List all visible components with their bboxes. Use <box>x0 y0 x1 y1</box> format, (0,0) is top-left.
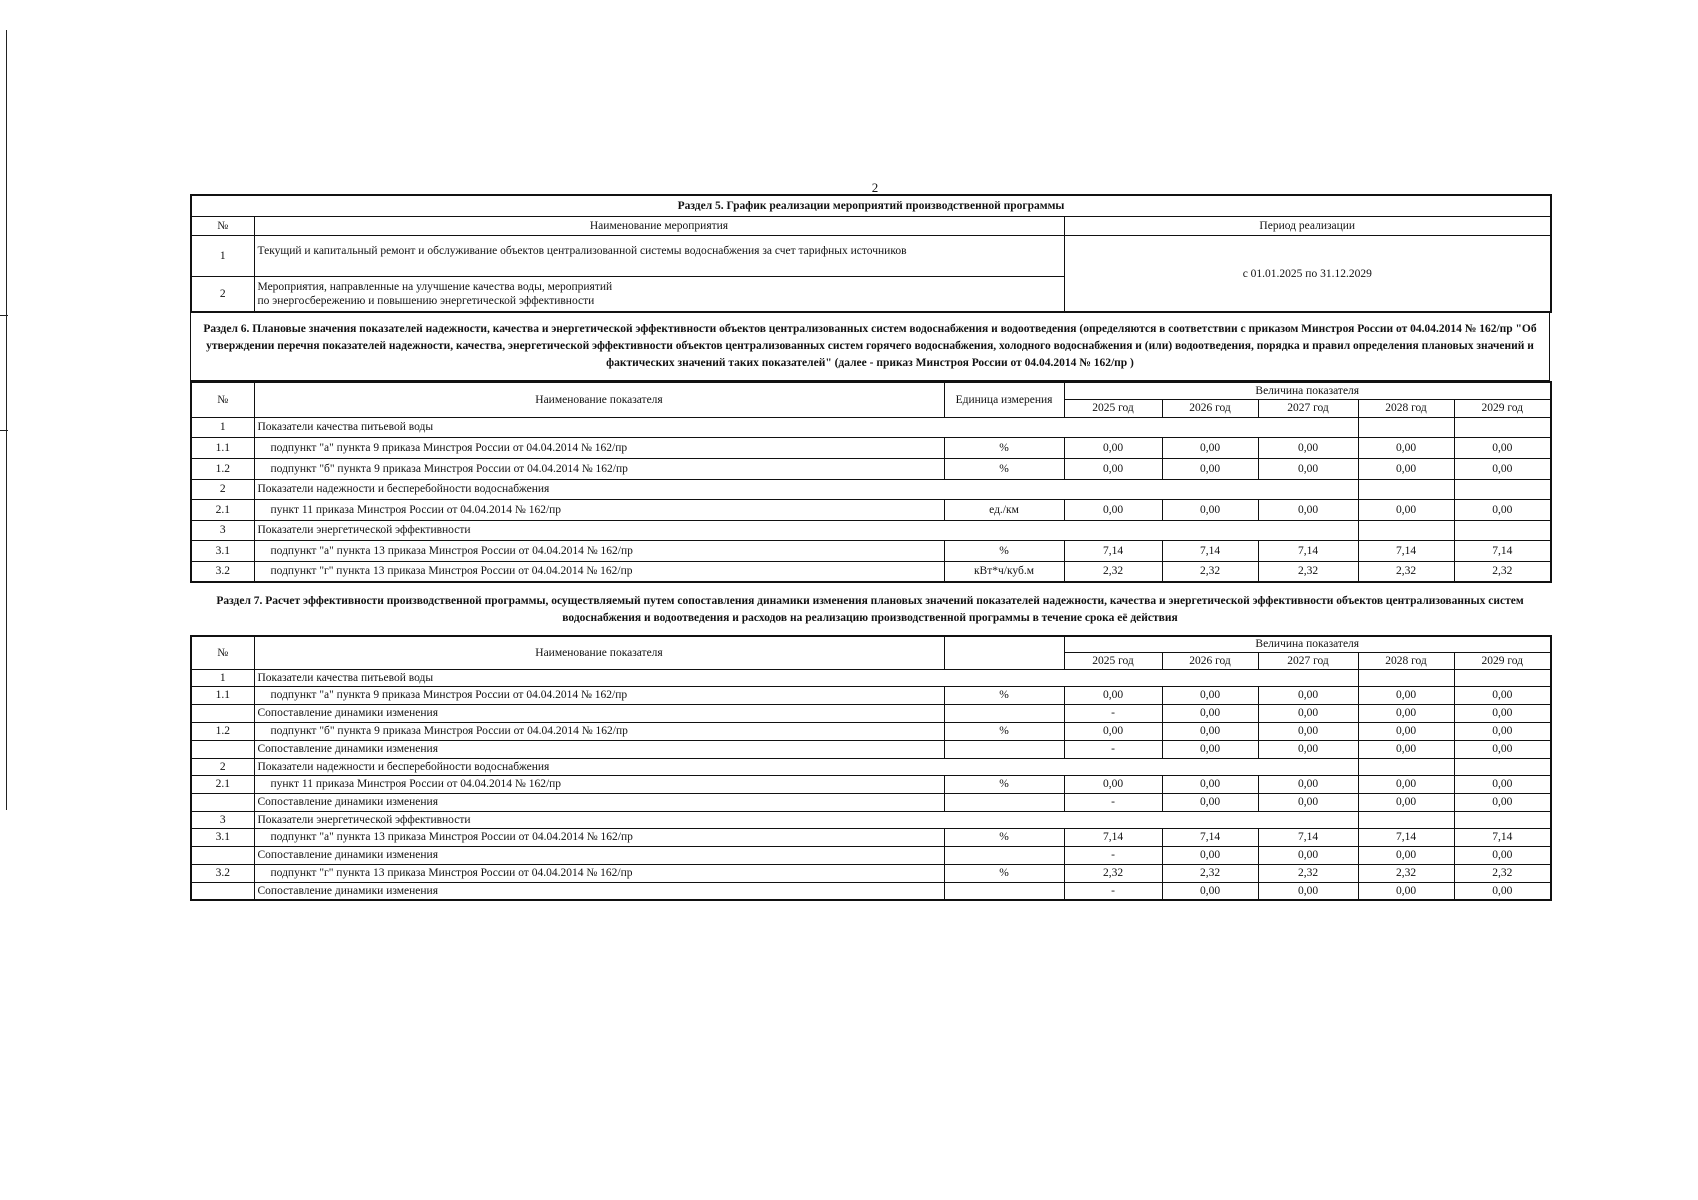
table-row <box>191 437 1551 458</box>
value-cell: 0,00 <box>1358 740 1454 758</box>
section6-header-num: № <box>191 382 254 417</box>
group-name: Показатели качества питьевой воды <box>254 417 1358 437</box>
section6-header-year: 2027 год <box>1258 399 1358 417</box>
indicator-name: Сопоставление динамики изменения <box>254 793 944 811</box>
value-cell: 2,32 <box>1258 864 1358 882</box>
value-cell: - <box>1064 793 1162 811</box>
value-cell: 0,00 <box>1358 846 1454 864</box>
row-num: 2 <box>191 758 254 775</box>
value-cell: 0,00 <box>1358 882 1454 900</box>
empty-cell <box>1454 811 1551 828</box>
section5-header-name: Наименование мероприятия <box>254 217 1064 236</box>
group-name: Показатели надежности и бесперебойности водоснабжения <box>254 758 1358 775</box>
value-cell: 0,00 <box>1258 686 1358 704</box>
unit-cell: % <box>944 686 1064 704</box>
indicator-name: Сопоставление динамики изменения <box>254 846 944 864</box>
section6-table <box>190 381 1552 583</box>
value-cell: 0,00 <box>1454 882 1551 900</box>
table-row <box>191 864 1551 882</box>
unit-cell: % <box>944 828 1064 846</box>
value-cell: - <box>1064 882 1162 900</box>
value-cell: 0,00 <box>1162 793 1258 811</box>
row-num: 1 <box>191 417 254 437</box>
value-cell: 2,32 <box>1358 561 1454 582</box>
value-cell: 0,00 <box>1162 686 1258 704</box>
section7-header-name: Наименование показателя <box>254 636 944 669</box>
section7-header-year: 2027 год <box>1258 652 1358 669</box>
empty-cell <box>1358 669 1454 686</box>
value-cell: 0,00 <box>1162 722 1258 740</box>
scan-edge-line <box>6 30 7 810</box>
value-cell: 7,14 <box>1358 540 1454 561</box>
indicator-name: Сопоставление динамики изменения <box>254 704 944 722</box>
value-cell: 0,00 <box>1358 775 1454 793</box>
value-cell: 0,00 <box>1064 499 1162 520</box>
value-cell: 2,32 <box>1162 864 1258 882</box>
table-row <box>191 561 1551 582</box>
row-num: 3 <box>191 811 254 828</box>
indicator-name: пункт 11 приказа Минстроя России от 04.04.2014 № 162/пр <box>254 499 944 520</box>
row-num: 3 <box>191 520 254 540</box>
group-name: Показатели энергетической эффективности <box>254 520 1358 540</box>
value-cell: 0,00 <box>1454 775 1551 793</box>
table-row <box>191 793 1551 811</box>
section5-table <box>190 194 1552 313</box>
section7-header-year: 2029 год <box>1454 652 1551 669</box>
value-cell: 0,00 <box>1258 437 1358 458</box>
row-num <box>191 846 254 864</box>
unit-cell <box>944 704 1064 722</box>
value-cell: 0,00 <box>1258 846 1358 864</box>
value-cell: 2,32 <box>1358 864 1454 882</box>
unit-cell: % <box>944 775 1064 793</box>
value-cell: 2,32 <box>1064 864 1162 882</box>
value-cell: 2,32 <box>1162 561 1258 582</box>
group-name: Показатели надежности и бесперебойности водоснабжения <box>254 479 1358 499</box>
indicator-name: подпункт "а" пункта 9 приказа Минстроя России от 04.04.2014 № 162/пр <box>254 686 944 704</box>
value-cell: 0,00 <box>1162 458 1258 479</box>
unit-cell: % <box>944 437 1064 458</box>
value-cell: 0,00 <box>1454 793 1551 811</box>
indicator-name: подпункт "г" пункта 13 приказа Минстроя России от 04.04.2014 № 162/пр <box>254 864 944 882</box>
page-number: 2 <box>871 180 879 195</box>
value-cell: 0,00 <box>1358 437 1454 458</box>
value-cell: 0,00 <box>1358 499 1454 520</box>
table-group-row <box>191 417 1551 437</box>
row-num: 1.2 <box>191 458 254 479</box>
empty-cell <box>1454 520 1551 540</box>
row-num: 2.1 <box>191 775 254 793</box>
row-num: 2.1 <box>191 499 254 520</box>
row-num: 1.2 <box>191 722 254 740</box>
section7-header-year: 2028 год <box>1358 652 1454 669</box>
value-cell: 0,00 <box>1162 846 1258 864</box>
row-num: 3.2 <box>191 561 254 582</box>
unit-cell: ед./км <box>944 499 1064 520</box>
row-num <box>191 793 254 811</box>
value-cell: 7,14 <box>1162 828 1258 846</box>
empty-cell <box>1358 417 1454 437</box>
value-cell: 2,32 <box>1454 864 1551 882</box>
row-num <box>191 740 254 758</box>
value-cell: 0,00 <box>1162 499 1258 520</box>
value-cell: 0,00 <box>1258 793 1358 811</box>
table-row <box>191 828 1551 846</box>
row-num: 3.1 <box>191 540 254 561</box>
value-cell: 0,00 <box>1358 793 1454 811</box>
value-cell: 7,14 <box>1454 828 1551 846</box>
section7-title: Раздел 7. Расчет эффективности производственной программы, осуществляемый путем сопоставления динамики изменения плановых значений показателей надежности, качества и энергетической эффективности объектов централизованных систем водоснабжения и водоотведения и расходов на реализацию производственной программы в течение срока её действия <box>216 595 1524 624</box>
indicator-name: пункт 11 приказа Минстроя России от 04.04.2014 № 162/пр <box>254 775 944 793</box>
section5-period: с 01.01.2025 по 31.12.2029 <box>1064 236 1551 313</box>
group-name: Показатели качества питьевой воды <box>254 669 1358 686</box>
value-cell: 0,00 <box>1358 686 1454 704</box>
section6-header-name: Наименование показателя <box>254 382 944 417</box>
row-num: 2 <box>191 479 254 499</box>
value-cell: 0,00 <box>1162 775 1258 793</box>
indicator-name: подпункт "г" пункта 13 приказа Минстроя России от 04.04.2014 № 162/пр <box>254 561 944 582</box>
row-num <box>191 882 254 900</box>
section7-header-unit-blank <box>944 636 1064 669</box>
unit-cell <box>944 740 1064 758</box>
table-row <box>191 722 1551 740</box>
table-row <box>191 704 1551 722</box>
value-cell: 0,00 <box>1258 775 1358 793</box>
value-cell: 0,00 <box>1258 704 1358 722</box>
unit-cell: % <box>944 540 1064 561</box>
section5-row2-num: 2 <box>191 277 254 313</box>
value-cell: 7,14 <box>1454 540 1551 561</box>
table-group-row <box>191 758 1551 775</box>
row-num: 3.1 <box>191 828 254 846</box>
value-cell: 0,00 <box>1358 722 1454 740</box>
value-cell: 2,32 <box>1258 561 1358 582</box>
row-num: 1.1 <box>191 437 254 458</box>
table-group-row <box>191 479 1551 499</box>
value-cell: 2,32 <box>1454 561 1551 582</box>
table-row <box>191 882 1551 900</box>
section6-title: Раздел 6. Плановые значения показателей надежности, качества и энергетической эффективности объектов централизованных систем водоснабжения и водоотведения (определяются в соответствии с приказом Минстроя России от 04.04.2014 № 162/пр "Об утверждении перечня показателей надежности, качества, энергетической эффективности объектов централизованных систем горячего водоснабжения, холодного водоснабжения и (или) водоотведения, порядка и правил определения плановых значений и фактических значений таких показателей" (далее - приказ Минстроя России от 04.04.2014 № 162/пр ) <box>190 313 1550 381</box>
empty-cell <box>1358 758 1454 775</box>
empty-cell <box>1358 520 1454 540</box>
value-cell: 0,00 <box>1064 458 1162 479</box>
value-cell: 0,00 <box>1258 882 1358 900</box>
value-cell: 7,14 <box>1064 540 1162 561</box>
empty-cell <box>1454 669 1551 686</box>
row-num: 3.2 <box>191 864 254 882</box>
value-cell: 0,00 <box>1258 722 1358 740</box>
value-cell: 7,14 <box>1258 828 1358 846</box>
section7-table <box>190 635 1552 901</box>
value-cell: 0,00 <box>1064 437 1162 458</box>
value-cell: - <box>1064 704 1162 722</box>
value-cell: 2,32 <box>1064 561 1162 582</box>
value-cell: 0,00 <box>1454 686 1551 704</box>
value-cell: 0,00 <box>1162 882 1258 900</box>
empty-cell <box>1454 417 1551 437</box>
table-group-row <box>191 669 1551 686</box>
unit-cell: % <box>944 722 1064 740</box>
value-cell: 0,00 <box>1258 740 1358 758</box>
unit-cell <box>944 793 1064 811</box>
value-cell: - <box>1064 740 1162 758</box>
section6-header-unit: Единица измерения <box>944 382 1064 417</box>
value-cell: - <box>1064 846 1162 864</box>
value-cell: 0,00 <box>1454 846 1551 864</box>
section6-header-year: 2028 год <box>1358 399 1454 417</box>
value-cell: 0,00 <box>1258 458 1358 479</box>
value-cell: 0,00 <box>1162 740 1258 758</box>
table-row <box>191 775 1551 793</box>
value-cell: 0,00 <box>1358 458 1454 479</box>
section7-header-num: № <box>191 636 254 669</box>
unit-cell: кВт*ч/куб.м <box>944 561 1064 582</box>
section7-header-year: 2025 год <box>1064 652 1162 669</box>
section5-row1-name: Текущий и капитальный ремонт и обслуживание объектов централизованной системы водоснабжения за счет тарифных источников <box>254 236 1064 277</box>
empty-cell <box>1358 479 1454 499</box>
section6-header-value: Величина показателя <box>1064 382 1551 399</box>
value-cell: 7,14 <box>1162 540 1258 561</box>
document-body <box>190 194 1550 901</box>
value-cell: 0,00 <box>1454 740 1551 758</box>
scan-edge-tick-bottom <box>0 430 8 431</box>
value-cell: 0,00 <box>1454 499 1551 520</box>
unit-cell <box>944 846 1064 864</box>
section5-header-period: Период реализации <box>1064 217 1551 236</box>
table-row <box>191 499 1551 520</box>
value-cell: 0,00 <box>1162 704 1258 722</box>
value-cell: 0,00 <box>1358 704 1454 722</box>
value-cell: 0,00 <box>1162 437 1258 458</box>
section5-header-num: № <box>191 217 254 236</box>
indicator-name: Сопоставление динамики изменения <box>254 882 944 900</box>
empty-cell <box>1358 811 1454 828</box>
unit-cell: % <box>944 864 1064 882</box>
section5-row2-name <box>254 277 1064 313</box>
value-cell: 7,14 <box>1258 540 1358 561</box>
table-row <box>191 740 1551 758</box>
indicator-name: подпункт "а" пункта 13 приказа Минстроя России от 04.04.2014 № 162/пр <box>254 540 944 561</box>
section7-header-value: Величина показателя <box>1064 636 1551 652</box>
unit-cell <box>944 882 1064 900</box>
unit-cell: % <box>944 458 1064 479</box>
row-num: 1 <box>191 669 254 686</box>
value-cell: 0,00 <box>1454 704 1551 722</box>
value-cell: 0,00 <box>1064 775 1162 793</box>
table-row <box>191 846 1551 864</box>
value-cell: 0,00 <box>1454 458 1551 479</box>
row-num: 1.1 <box>191 686 254 704</box>
value-cell: 0,00 <box>1258 499 1358 520</box>
section6-header-year: 2025 год <box>1064 399 1162 417</box>
table-row <box>191 458 1551 479</box>
table-group-row <box>191 520 1551 540</box>
group-name: Показатели энергетической эффективности <box>254 811 1358 828</box>
indicator-name: Сопоставление динамики изменения <box>254 740 944 758</box>
indicator-name: подпункт "б" пункта 9 приказа Минстроя России от 04.04.2014 № 162/пр <box>254 722 944 740</box>
section5-title: Раздел 5. График реализации мероприятий производственной программы <box>191 195 1551 217</box>
section5-row1-num: 1 <box>191 236 254 277</box>
indicator-name: подпункт "а" пункта 9 приказа Минстроя России от 04.04.2014 № 162/пр <box>254 437 944 458</box>
indicator-name: подпункт "б" пункта 9 приказа Минстроя России от 04.04.2014 № 162/пр <box>254 458 944 479</box>
indicator-name: подпункт "а" пункта 13 приказа Минстроя России от 04.04.2014 № 162/пр <box>254 828 944 846</box>
section6-header-year: 2029 год <box>1454 399 1551 417</box>
value-cell: 0,00 <box>1454 722 1551 740</box>
table-row <box>191 686 1551 704</box>
value-cell: 7,14 <box>1358 828 1454 846</box>
section6-header-year: 2026 год <box>1162 399 1258 417</box>
section5-row2-name-line1: Мероприятия, направленные на улучшение качества воды, мероприятий <box>257 281 613 293</box>
value-cell: 0,00 <box>1454 437 1551 458</box>
value-cell: 0,00 <box>1064 686 1162 704</box>
table-row <box>191 540 1551 561</box>
row-num <box>191 704 254 722</box>
empty-cell <box>1454 479 1551 499</box>
scan-edge-tick-top <box>0 315 8 316</box>
section7-header-year: 2026 год <box>1162 652 1258 669</box>
table-group-row <box>191 811 1551 828</box>
value-cell: 7,14 <box>1064 828 1162 846</box>
value-cell: 0,00 <box>1064 722 1162 740</box>
section5-row2-name-line2: по энергосбережению и повышению энергетической эффективности <box>257 295 595 307</box>
empty-cell <box>1454 758 1551 775</box>
